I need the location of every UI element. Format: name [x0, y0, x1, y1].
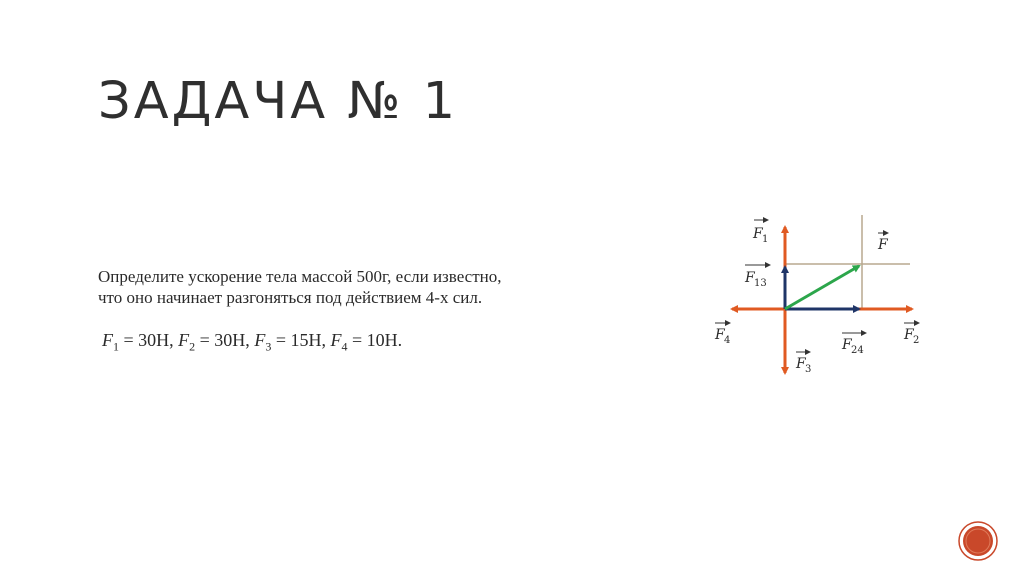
svg-text:F: F [745, 270, 755, 286]
svg-text:F: F [796, 356, 806, 372]
f-arrow [785, 266, 859, 309]
slide-title: ЗАДАЧА № 1 [98, 72, 459, 131]
label-f4 [714, 323, 730, 346]
label-f3 [795, 352, 811, 375]
label-f13 [744, 265, 770, 289]
given-f2-sub: 2 [189, 339, 196, 354]
svg-text:13: 13 [754, 278, 767, 289]
svg-text:2: 2 [913, 335, 920, 346]
problem-text [98, 266, 658, 308]
svg-text:F: F [753, 226, 763, 242]
given-f1-sub: 1 [113, 339, 119, 354]
given-f1-symbol: F [102, 330, 113, 350]
given-f3-value: = 15Н, [271, 330, 331, 350]
given-f2-symbol: F [178, 330, 190, 350]
given-f2-value: = 30Н, [195, 330, 255, 350]
label-f24 [841, 333, 866, 356]
force-diagram [700, 205, 940, 390]
svg-text:F: F [715, 327, 725, 343]
given-f4-sub: 4 [341, 339, 348, 354]
problem-line-1: Определите ускорение тела массой 500г, если известно, [98, 267, 502, 286]
slide-badge-icon [958, 521, 998, 561]
given-f1-value: = 30Н, [119, 330, 179, 350]
given-f3-sub: 3 [265, 339, 272, 354]
given-f4-value: = 10Н. [347, 330, 403, 350]
given-f4-symbol: F [330, 330, 342, 350]
svg-text:4: 4 [724, 335, 731, 346]
svg-text:1: 1 [762, 234, 769, 245]
svg-text:F: F [904, 327, 914, 343]
label-f [877, 233, 889, 253]
given-values [102, 330, 402, 355]
svg-text:3: 3 [805, 364, 812, 375]
svg-text:F: F [842, 337, 852, 353]
problem-line-2: что оно начинает разгоняться под действием 4-х сил. [98, 288, 483, 307]
svg-text:F: F [878, 237, 888, 253]
label-f2 [903, 323, 919, 346]
svg-text:24: 24 [851, 345, 864, 356]
label-f1 [752, 220, 768, 245]
given-f3-symbol: F [254, 330, 266, 350]
